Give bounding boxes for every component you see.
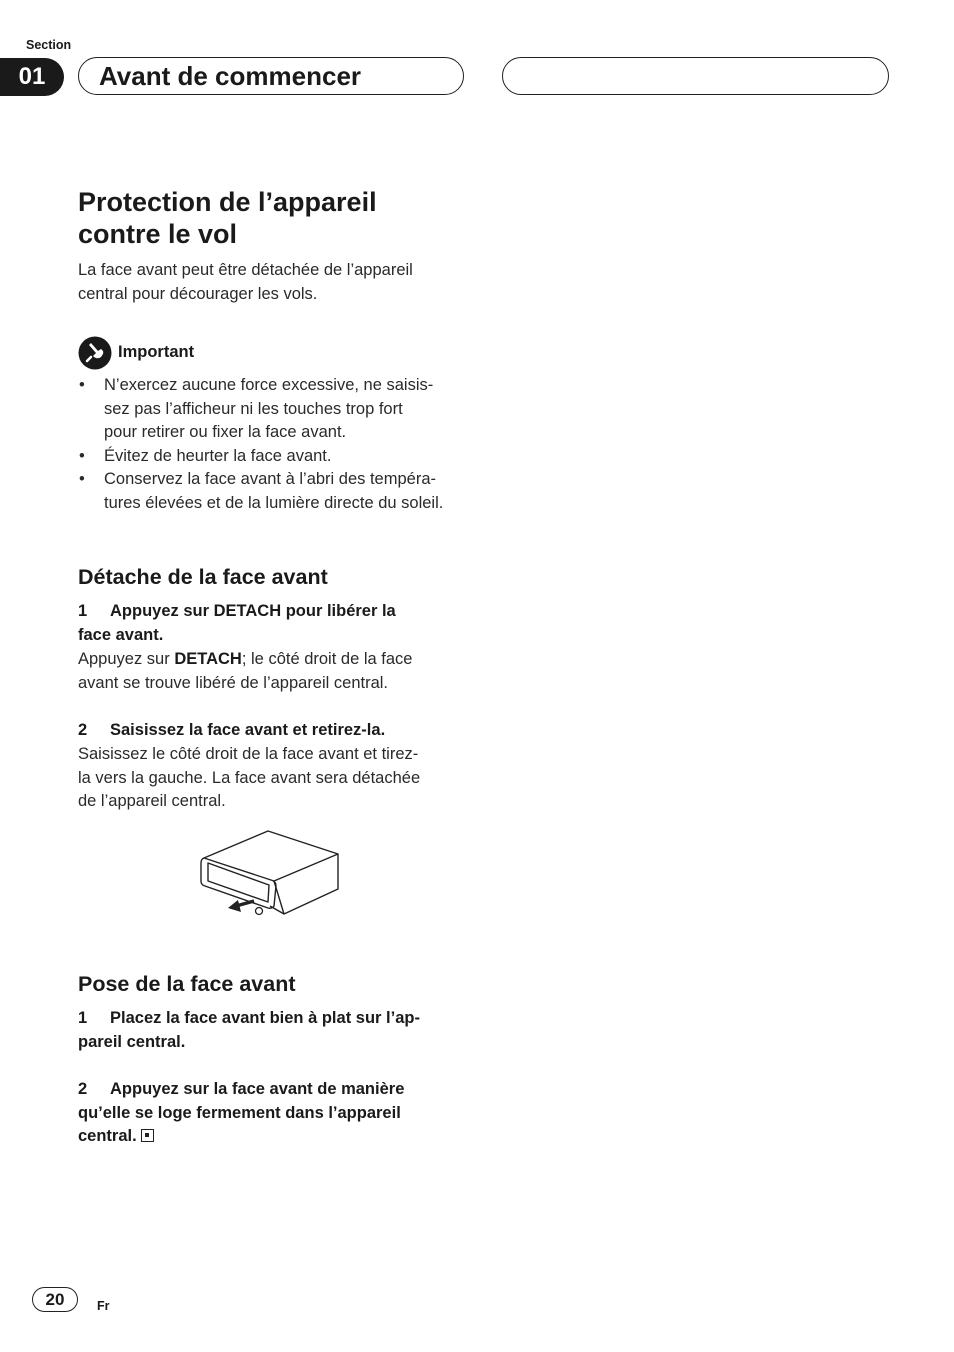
head-unit-detach-arrow-icon xyxy=(196,826,344,922)
list-item xyxy=(78,445,466,469)
important-list xyxy=(78,374,466,515)
bullet-2-line-1: • Évitez de heurter la face avant. xyxy=(104,446,332,465)
section-title-pill xyxy=(78,57,464,95)
body-suffix: ; le côté droit de la face xyxy=(241,650,413,668)
detach-keyword: DETACH xyxy=(174,650,242,668)
language-code: Fr xyxy=(97,1299,110,1313)
attach-heading: Pose de la face avant xyxy=(78,972,296,996)
step-number: 1 xyxy=(78,602,88,620)
step-2-title: Saisissez la face avant et retirez-la. xyxy=(110,721,386,739)
page-heading xyxy=(78,186,466,250)
step-1-body-line-1 xyxy=(78,648,466,672)
list-item xyxy=(78,374,466,445)
attach-step-2-line-3: central. xyxy=(78,1127,137,1145)
detach-step-1-body xyxy=(78,648,466,695)
step-number: 2 xyxy=(78,1080,88,1098)
attach-step-2-line-2: qu’elle se loge fermement dans l’appareil xyxy=(78,1103,401,1122)
page-number: 20 xyxy=(32,1287,78,1312)
attach-step-1-line-2: pareil central. xyxy=(78,1032,186,1051)
detach-step-2 xyxy=(78,719,466,743)
intro-line-1: La face avant peut être détachée de l’appareil xyxy=(78,261,413,279)
step-1-title-line-2: face avant. xyxy=(78,625,164,644)
detach-step-1 xyxy=(78,600,466,647)
section-number-badge: 01 xyxy=(0,58,64,96)
bullet-1-line-1: • N’exercez aucune force excessive, ne saisis- xyxy=(104,376,434,394)
step-1-title-line-1: Appuyez sur DETACH pour libérer la xyxy=(110,602,396,620)
bullet-1-line-3: pour retirer ou fixer la face avant. xyxy=(104,423,347,441)
step-2-body-line-1: Saisissez le côté droit de la face avant et tirez- xyxy=(78,745,419,763)
detach-heading: Détache de la face avant xyxy=(78,565,328,589)
list-item xyxy=(78,468,466,515)
bullet-3-line-1: • Conservez la face avant à l’abri des tempéra- xyxy=(104,470,436,488)
bullet-3-line-2: tures élevées et de la lumière directe du soleil. xyxy=(104,493,444,512)
detach-step-2-body xyxy=(78,743,466,814)
step-number: 2 xyxy=(78,721,88,739)
heading-line-2: contre le vol xyxy=(78,219,238,249)
step-2-body-line-2: la vers la gauche. La face avant sera détachée xyxy=(78,768,421,787)
step-1-body-line-2: avant se trouve libéré de l’appareil central. xyxy=(78,673,389,692)
important-label: Important xyxy=(118,343,195,361)
bullet-1-line-2: sez pas l’afficheur ni les touches trop fort xyxy=(104,399,403,418)
step-number: 1 xyxy=(78,1009,88,1027)
heading-line-1: Protection de l’appareil xyxy=(78,187,377,217)
attach-step-2-line-1: Appuyez sur la face avant de manière xyxy=(110,1080,405,1098)
end-of-section-icon xyxy=(141,1129,154,1142)
attach-step-2 xyxy=(78,1078,466,1149)
step-2-body-line-3: de l’appareil central. xyxy=(78,792,226,810)
intro-line-2: central pour décourager les vols. xyxy=(78,284,318,303)
attach-step-1-line-1: Placez la face avant bien à plat sur l’ap- xyxy=(110,1009,420,1027)
section-title: Avant de commencer xyxy=(99,61,362,91)
attach-step-1 xyxy=(78,1007,466,1054)
intro-paragraph xyxy=(78,259,466,306)
important-pointing-hand-icon xyxy=(78,336,112,370)
empty-header-pill xyxy=(502,57,889,95)
body-prefix: Appuyez sur xyxy=(78,650,175,668)
section-label: Section xyxy=(26,38,72,52)
